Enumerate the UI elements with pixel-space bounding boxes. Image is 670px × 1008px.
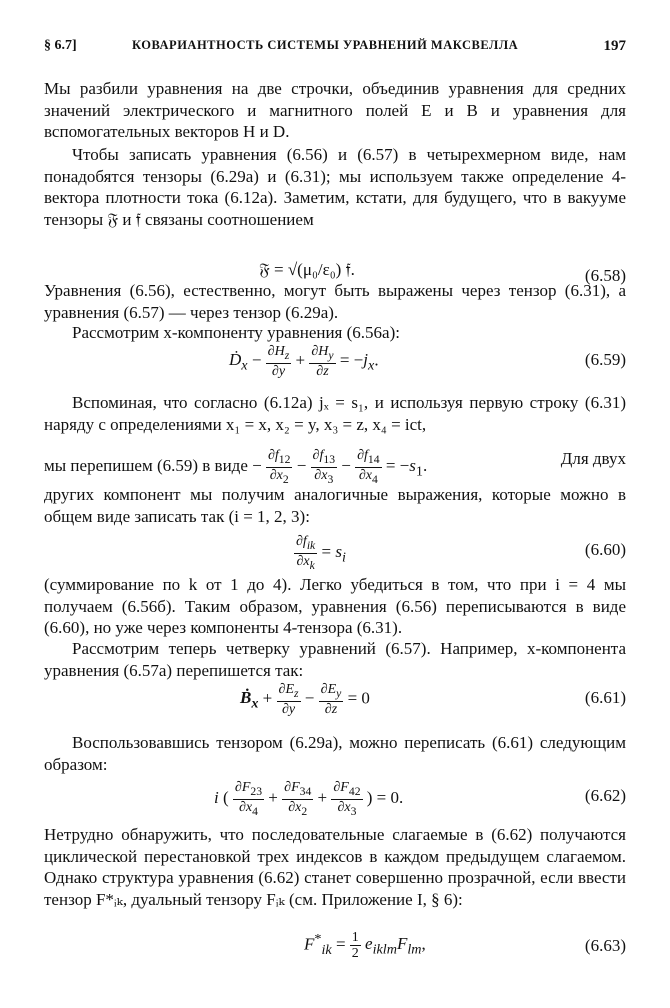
paragraph-4: Рассмотрим x-компоненту уравнения (6.56а):	[72, 323, 400, 342]
equation-number: (6.60)	[584, 540, 626, 559]
equation-6-59	[44, 344, 626, 378]
equation-6-63	[44, 930, 626, 964]
equation-6-62-formula: i ( $\frac{\partial F_{23}}{\partial x_4}$ + $\frac{\partial F_{34}}{\partial x_2}$ + $\frac{\partial F_{42}}{\partial x_3}$ ) = 0.	[214, 780, 404, 818]
equation-6-58-formula: 𝔉 = √(μ₀/ε₀) 𝔣.	[259, 260, 355, 279]
paragraph-11: Нетрудно обнаружить, что последовательные слагаемые в (6.62) получаются циклической перестановкой трех индексов в каждом предыдущем слагаемом. Однако структура уравнения (6.62) станет совершенно прозрачной, если ввести тензор F*ᵢₖ, дуальный тензору Fᵢₖ (см. Приложение I, § 6):	[44, 825, 626, 909]
paragraph-10: Воспользовавшись тензором (6.29а), можно переписать (6.61) следующим образом:	[44, 733, 626, 774]
section-ref: § 6.7]	[44, 38, 77, 53]
paragraph-8: (суммирование по k от 1 до 4). Легко убедиться в том, что при i = 4 мы получаем (6.56б). Таким образом, уравнения (6.56) переписываются в виде (6.60), но уже через компоненты 4-тензора (6.31).	[44, 575, 626, 637]
paragraph-6-end: Для двух	[560, 449, 626, 468]
equation-6-60	[44, 534, 626, 572]
equation-6-60-formula: $\frac{\partial f_{ik}}{\partial x_k}$ = $s_i$	[296, 534, 346, 572]
equation-number: (6.59)	[584, 350, 626, 369]
paragraph-1: Мы разбили уравнения на две строчки, объединив уравнения для средних значений электрического и магнитного полей E и B и уравнения для вспомогательных векторов H и D.	[44, 79, 626, 141]
equation-6-61	[44, 682, 626, 716]
equation-number: (6.63)	[584, 936, 626, 955]
inline-equation: − $\frac{\partial f_{12}}{\partial x_2}$ − $\frac{\partial f_{13}}{\partial x_3}$ − $\frac{\partial f_{14}}{\partial x_4}$ = $-s_1$.	[252, 448, 428, 486]
equation-number: (6.61)	[584, 688, 626, 707]
paragraph-3: Уравнения (6.56), естественно, могут быть выражены через тензор (6.31), а уравнения (6.57) — через тензор (6.29а).	[44, 281, 626, 322]
paragraph-5: Вспоминая, что согласно (6.12а) jₓ = s₁, и используя первую строку (6.31) наряду с определениями x₁ = x, x₂ = y, x₃ = z, x₄ = ict,	[44, 393, 626, 434]
chapter-title: КОВАРИАНТНОСТЬ СИСТЕМЫ УРАВНЕНИЙ МАКСВЕЛЛА	[132, 38, 519, 52]
equation-6-59-formula: Ḋ$_x$ − $\frac{\partial H_z}{\partial y}$ + $\frac{\partial H_y}{\partial z}$ = $-j_x$.	[229, 344, 379, 379]
page-number: 197	[603, 38, 626, 54]
paragraph-6	[44, 448, 626, 486]
equation-number: (6.62)	[584, 786, 626, 805]
equation-6-61-formula: Ḃ$_x$ + $\frac{\partial E_z}{\partial y}$ − $\frac{\partial E_y}{\partial z}$ = 0	[240, 682, 370, 717]
paragraph-2: Чтобы записать уравнения (6.56) и (6.57) в четырехмерном виде, нам понадобятся тензоры (6.29а) и (6.31); мы используем также определение 4-вектора плотности тока (6.12а). Заметим, кстати, для будущего, что в вакууме тензоры 𝔉 и 𝔣 связаны соотношением	[44, 145, 626, 229]
paragraph-9: Рассмотрим теперь четверку уравнений (6.57). Например, x-компонента уравнения (6.57а) перепишется так:	[44, 639, 626, 680]
paragraph-6-start: мы перепишем (6.59) в виде	[44, 456, 248, 476]
running-header	[44, 38, 626, 58]
equation-number: (6.58)	[584, 266, 626, 285]
paragraph-7: других компонент мы получим аналогичные выражения, которые можно в общем виде записать так (i = 1, 2, 3):	[44, 485, 626, 526]
equation-6-63-formula: $F^*_{ik}$ = $\frac{1}{2}$ $e_{iklm}F_{lm}$,	[304, 930, 426, 961]
equation-6-62	[44, 780, 626, 818]
